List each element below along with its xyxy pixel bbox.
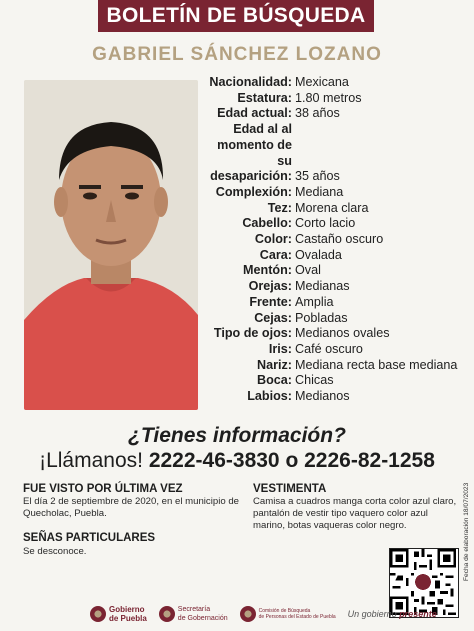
missing-person-name: GABRIEL SÁNCHEZ LOZANO [92,44,382,65]
detail-nationality: Nacionalidad: Mexicana [209,75,349,89]
detail-build: Complexión: Mediana [215,184,344,199]
gobierno-puebla-logo: Gobierno de Puebla [90,605,147,623]
puebla-emblem-icon [90,606,106,622]
detail-iris: Iris: Café oscuro [268,341,363,356]
call-line [0,449,474,473]
physical-description [202,75,472,405]
detail-age-at-disappearance: Edad al al momento de su desaparición: 35 años [210,122,340,184]
clothing-text: Camisa a cuadros manga corta color azul claro, pantalón de vestir tipo vaquero color azul marino, botas vaqueras color negro. [253,496,457,531]
bulletin-title: BOLETÍN DE BÚSQUEDA [98,0,374,32]
info-question: ¿Tienes información? [128,424,346,447]
person-photo [24,80,198,410]
marks-text: Se desconoce. [23,546,87,557]
footer-logos [90,600,437,628]
detail-forehead: Frente: Amplia [249,294,334,309]
elaboration-date: Fecha de elaboración 18/07/2023 [463,482,470,581]
gobernacion-emblem-icon [159,606,175,622]
detail-current-age: Edad actual: 38 años [217,106,340,121]
detail-ears: Orejas: Medianas [248,279,350,294]
detail-eyebrows: Cejas: Pobladas [254,310,348,325]
detail-skin: Tez: Morena clara [267,200,369,215]
detail-chin: Mentón: Oval [243,263,321,278]
phone-conjunction: o [285,449,299,472]
detail-hair-color: Color: Castaño oscuro [254,232,384,247]
phone-number-1[interactable]: 2222-46-3830 [148,449,280,472]
detail-eye-type: Tipo de ojos: Medianos ovales [213,326,390,341]
detail-hair: Cabello: Corto lacio [242,216,356,231]
comision-emblem-icon [240,606,256,622]
clothing-title: VESTIMENTA [253,483,327,495]
detail-mouth: Boca: Chicas [257,373,334,388]
last-seen-title: FUE VISTO POR ÚLTIMA VEZ [23,483,183,495]
comision-busqueda-logo: Comisión de Búsqueda de Personas del Estado de Puebla [240,606,336,622]
detail-nose: Nariz: Mediana recta base mediana [257,357,458,372]
detail-lips: Labios: Medianos [247,389,350,404]
call-prefix: ¡Llámanos! [39,449,143,472]
last-seen-text: El día 2 de septiembre de 2020, en el municipio de Quecholac, Puebla. [23,496,239,519]
government-slogan: Un gobierno presente [347,609,437,619]
detail-height: Estatura: 1.80 metros [237,90,362,105]
secretaria-gobernacion-logo: Secretaría de Gobernación [159,605,228,623]
detail-face: Cara: Ovalada [259,247,342,262]
phone-number-2[interactable]: 2226-82-1258 [304,449,435,472]
marks-title: SEÑAS PARTICULARES [23,532,156,544]
